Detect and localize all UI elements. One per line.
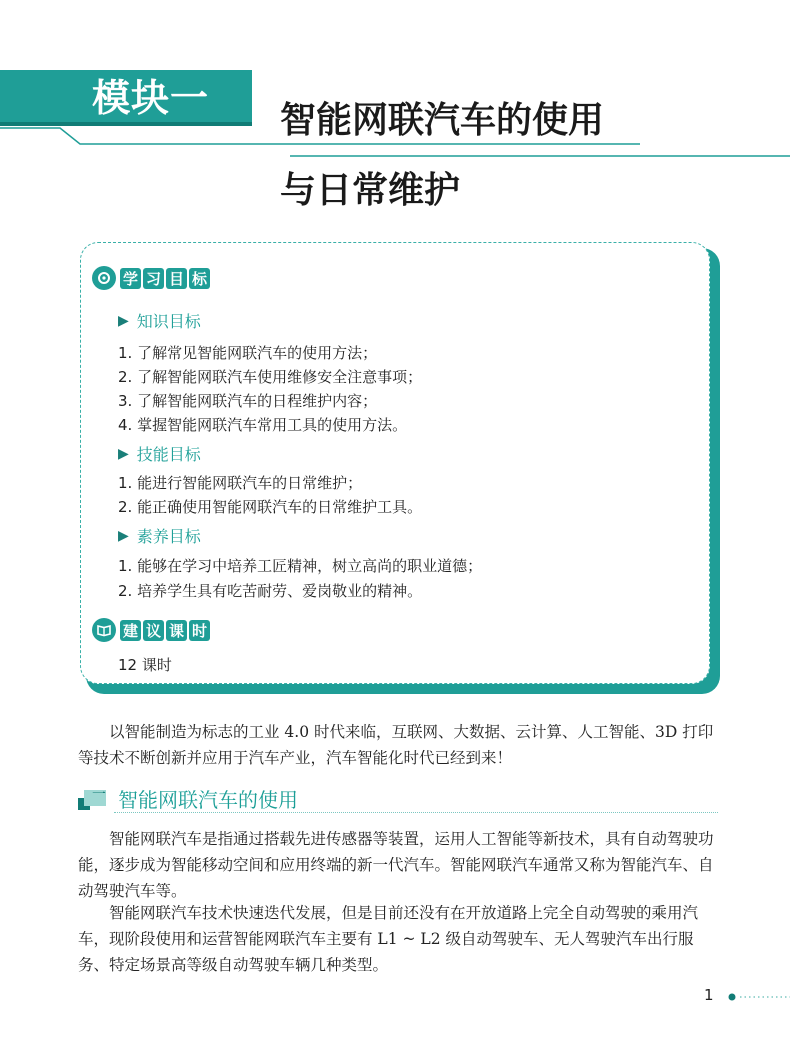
triangle-bullet-icon: ▶ [118,445,129,462]
section-paragraph: 智能网联汽车技术快速迭代发展，但是目前还没有在开放道路上完全自动驾驶的乘用汽车，现阶段使用和运营智能网联汽车主要有 L1 ~ L2 级自动驾驶车、无人驾驶汽车出行服务、特定场景高等级自动驾驶车辆几种类型。 [78,904,699,974]
page-number-dotted-line [728,993,790,1001]
heading-char: 时 [189,620,210,641]
knowledge-item: 4. 掌握智能网联汽车常用工具的使用方法。 [118,416,408,434]
knowledge-goals-label: 知识目标 [136,312,201,331]
knowledge-goals-subheading [118,309,201,332]
page-title-line-1: 智能网联汽车的使用 [280,100,605,141]
knowledge-item: 1. 了解常见智能网联汽车的使用方法； [118,344,378,362]
heading-char: 目 [166,268,187,289]
intro-paragraph: 以智能制造为标志的工业 4.0 时代来临，互联网、大数据、云计算、人工智能、3D 打印等技术不断创新并应用于汽车产业，汽车智能化时代已经到来！ [78,723,714,767]
heading-char: 学 [120,268,141,289]
skill-goals-subheading [118,442,201,465]
section-number: 一 [92,787,106,803]
heading-char: 议 [143,620,164,641]
heading-char: 习 [143,268,164,289]
skill-item: 2. 能正确使用智能网联汽车的日常维护工具。 [118,498,423,516]
suggested-hours-heading [92,618,212,642]
section-heading [78,784,718,814]
page-number: 1 [704,986,714,1004]
skill-goals-label: 技能目标 [136,445,201,464]
section-title: 智能网联汽车的使用 [118,788,298,812]
literacy-goals-label: 素养目标 [136,527,201,546]
heading-char: 课 [166,620,187,641]
gear-icon [92,266,116,290]
heading-char: 标 [189,268,210,289]
page-title-line-2: 与日常维护 [280,170,461,211]
literacy-item: 1. 能够在学习中培养工匠精神，树立高尚的职业道德； [118,557,483,575]
knowledge-item: 3. 了解智能网联汽车的日程维护内容； [118,392,378,410]
skill-item: 1. 能进行智能网联汽车的日常维护； [118,474,363,492]
learning-goals-heading [92,266,212,290]
triangle-bullet-icon: ▶ [118,527,129,544]
suggested-hours-value: 12 课时 [118,656,172,674]
literacy-goals-subheading [118,524,201,547]
triangle-bullet-icon: ▶ [118,312,129,329]
heading-char: 建 [120,620,141,641]
book-icon [92,618,116,642]
knowledge-item: 2. 了解智能网联汽车使用维修安全注意事项； [118,368,423,386]
section-dotted-rule [114,812,718,813]
literacy-item: 2. 培养学生具有吃苦耐劳、爱岗敬业的精神。 [118,582,423,600]
section-paragraph: 智能网联汽车是指通过搭载先进传感器等装置，运用人工智能等新技术，具有自动驾驶功能，逐步成为智能移动空间和应用终端的新一代汽车。智能网联汽车通常又称为智能汽车、自动驾驶汽车等。 [78,830,714,900]
module-label: 模块一 [92,76,210,120]
